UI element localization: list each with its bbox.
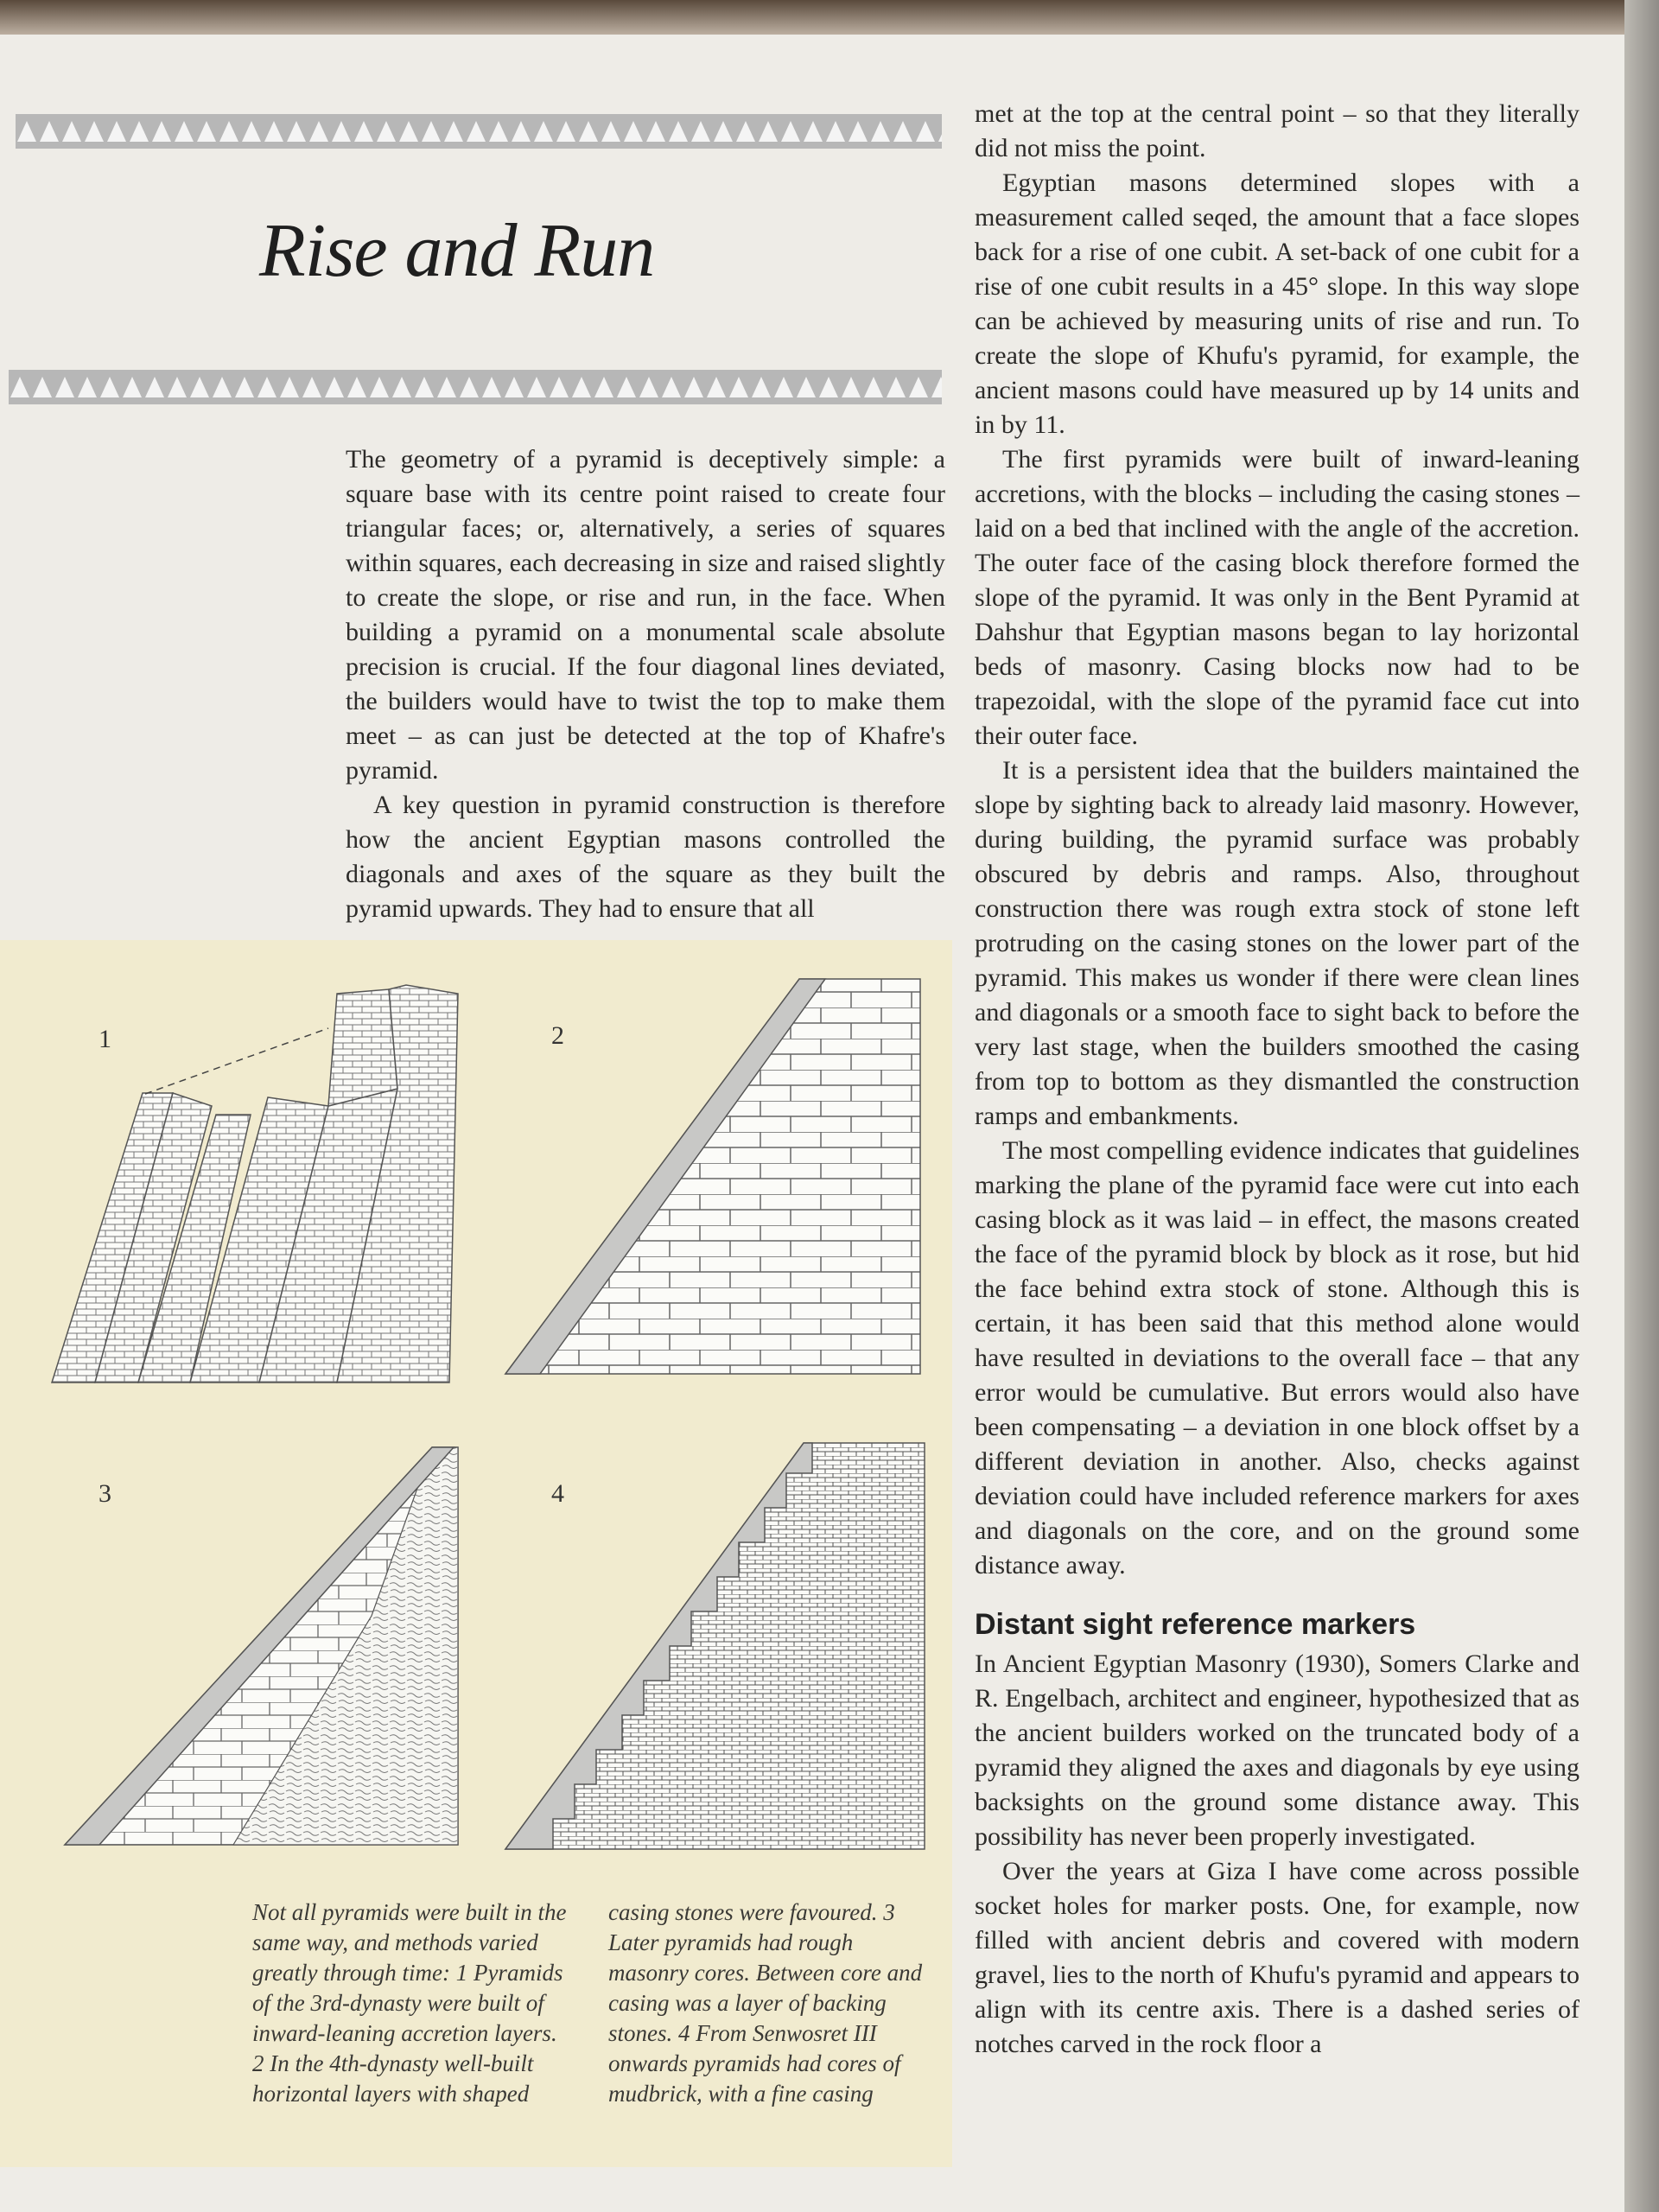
paragraph: The geometry of a pyramid is deceptively simple: a square base with its centre point raised to create four triangular faces; or, alternatively, a series of squares within squares, each decreasing in size and raised slightly to create the slope, or rise and run, in the face. When building a pyramid on a monumental scale absolute precision is crucial. If the four diagonal lines deviated, the builders would have to twist the top to make them meet – as can just be detected at the top of Khafre's pyramid. xyxy=(346,445,945,785)
figure-1-accretion-layers xyxy=(43,976,475,1391)
figure-label-1: 1 xyxy=(99,1025,111,1053)
figure-4-mudbrick-core xyxy=(501,1439,929,1853)
figure-label-3: 3 xyxy=(99,1479,111,1508)
figure-label-4: 4 xyxy=(551,1479,564,1508)
paragraph: The most compelling evidence indicates that guidelines marking the plane of the pyramid face were cut into each casing block as it was laid – in effect, the masons created the face of the pyramid block by block as it rose, but hid the face behind extra stock of stone. Although this is certain, it has been said that this method alone would have resulted in deviations to the overall face – that any error would be cumulative. But errors would also have been compensating – a deviation in one block offset by a different deviation in another. Also, checks against deviation could have included reference markers for axes and diagonals on the core, and on the ground some distance away. xyxy=(975,1136,1580,1580)
figure-3-rough-core xyxy=(60,1443,467,1849)
figure-label-2: 2 xyxy=(551,1021,564,1050)
section-heading: Distant sight reference markers xyxy=(975,1608,1416,1641)
paragraph: Over the years at Giza I have come across possible socket holes for marker posts. One, for example, now filled with ancient debris and covered with modern gravel, lies to the north of Khufu's pyramid and appears to align with its centre axis. There is a dashed series of notches carved in the rock floor a xyxy=(975,1857,1580,2058)
book-edge xyxy=(1624,0,1659,2212)
paragraph: It is a persistent idea that the builders maintained the slope by sighting back to already laid masonry. However, during building, the pyramid surface was probably obscured by debris and ramps. Also, throughout construction there was rough extra stock of stone left protruding on the casing stones on the lower part of the pyramid. This makes us wonder if there were clean lines and diagonals or a smooth face to sight back to before the very last stage, when the builders smoothed the casing from top to bottom as they dismantled the construction ramps and embankments. xyxy=(975,756,1580,1130)
zigzag-ornament-top xyxy=(16,114,942,149)
paragraph: met at the top at the central point – so that they literally did not miss the point. xyxy=(975,99,1580,162)
figure-2-horizontal-layers xyxy=(501,976,925,1378)
page-title: Rise and Run xyxy=(259,209,655,293)
paragraph: In Ancient Egyptian Masonry (1930), Somers Clarke and R. Engelbach, architect and engineer, hypothesized that as the ancient builders worked on the truncated body of a pyramid they aligned the axes and diagonals by eye using backsights on the ground some distance away. This possibility has never been properly investigated. xyxy=(975,1649,1580,1851)
figure-caption-col1: Not all pyramids were built in the same way, and methods varied greatly through time: 1 Pyramids of the 3rd-dynasty were built of inward-leaning accretion layers. 2 In the 4th-dynasty well-built horizontal layers with shaped xyxy=(252,1899,567,2107)
paragraph: A key question in pyramid construction is therefore how the ancient Egyptian masons controlled the diagonals and axes of the square as they built the pyramid upwards. They had to ensure that all xyxy=(346,791,945,923)
decorative-band-top xyxy=(16,114,942,149)
paragraph: The first pyramids were built of inward-leaning accretions, with the blocks – including the casing stones – laid on a bed that inclined with the angle of the accretion. The outer face of the casing block therefore formed the slope of the pyramid. It was only in the Bent Pyramid at Dahshur that Egyptian masons began to lay horizontal beds of masonry. Casing blocks now had to be trapezoidal, with the slope of the pyramid face cut into their outer face. xyxy=(975,445,1580,750)
left-column xyxy=(346,442,945,926)
figure-caption-col2: casing stones were favoured. 3 Later pyramids had rough masonry cores. Between core and casing was a layer of backing stones. 4 From Senwosret III onwards pyramids had cores of mudbrick, with a fine casing xyxy=(608,1899,923,2107)
decorative-band-bottom xyxy=(9,370,942,404)
right-column xyxy=(975,97,1580,2062)
paragraph: Egyptian masons determined slopes with a measurement called seqed, the amount that a face slopes back for a rise of one cubit. A set-back of one cubit for a rise of one cubit results in a 45° slope. In this way slope can be achieved by measuring units of rise and run. To create the slope of Khufu's pyramid, for example, the ancient masons could have measured up by 14 units and in by 11. xyxy=(975,168,1580,439)
zigzag-ornament-bottom xyxy=(9,370,942,404)
